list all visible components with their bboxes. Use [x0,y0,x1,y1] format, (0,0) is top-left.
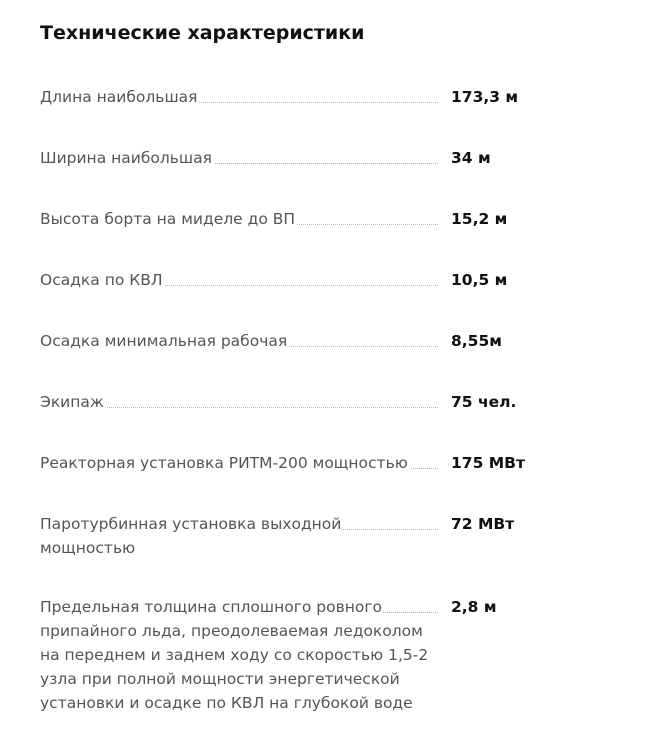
spec-label: Предельная толщина сплошного ровного припайного льда, преодолеваемая ледоколом на переднем и заднем ходу со скоростью 1,5-2 узла при полной мощности энергетической установки и осадке по КВЛ на глубокой воде [40,598,429,712]
spec-row-width [40,146,540,170]
spec-label: Ширина наибольшая [40,149,212,167]
spec-label: Осадка минимальная рабочая [40,332,288,350]
spec-row-ice-thickness [40,595,540,715]
spec-label: Паротурбинная установка выходной мощностью [40,515,342,557]
spec-row-reactor [40,451,540,475]
spec-row-depth [40,207,540,231]
spec-value: 173,3 м [451,88,519,106]
section-title: Технические характеристики [40,22,365,44]
spec-label: Реакторная установка РИТМ-200 мощностью [40,454,408,472]
spec-value: 72 МВт [451,515,515,533]
spec-value: 75 чел. [451,393,517,411]
spec-row-draft [40,268,540,292]
spec-label: Экипаж [40,393,104,411]
spec-row-min-draft [40,329,540,353]
spec-value: 15,2 м [451,210,508,228]
spec-value: 10,5 м [451,271,508,289]
spec-row-crew [40,390,540,414]
spec-value: 8,55м [451,332,502,350]
spec-label: Высота борта на миделе до ВП [40,210,296,228]
spec-row-turbine [40,512,540,560]
spec-label: Длина наибольшая [40,88,198,106]
spec-row-length [40,85,540,109]
spec-value: 34 м [451,149,491,167]
spec-value: 2,8 м [451,598,497,616]
spec-value: 175 МВт [451,454,525,472]
spec-label: Осадка по КВЛ [40,271,163,289]
